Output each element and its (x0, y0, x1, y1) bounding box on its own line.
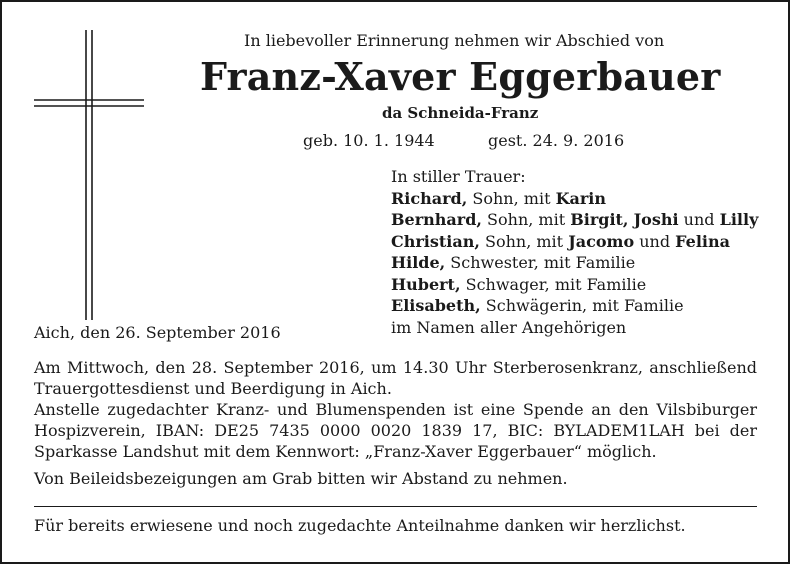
nickname: da Schneida-Franz (382, 104, 539, 122)
death-date: gest. 24. 9. 2016 (488, 131, 625, 150)
mourners-list (391, 166, 758, 338)
divider (34, 506, 757, 507)
notice-body (34, 357, 757, 489)
condolence-paragraph: Von Beileidsbezeigungen am Grab bitten wir Abstand zu nehmen. (34, 469, 568, 488)
deceased-name: Franz-Xaver Eggerbauer (200, 54, 721, 99)
donation-paragraph: Anstelle zugedachter Kranz- und Blumenspenden ist eine Spende an den Vilsbiburger Hospizverein, IBAN: DE25 7435 0000 0020 1839 17, BIC: BYLADEM1LAH bei der Sparkasse Landshut mit dem Kennwort: „Franz-Xaver Eggerbauer“ möglich. (34, 400, 757, 461)
mourner-row: Richard, Sohn, mit Karin (391, 188, 606, 208)
place-date: Aich, den 26. September 2016 (34, 323, 281, 342)
mourners-closing: im Namen aller Angehörigen (391, 317, 627, 337)
mourners-intro: In stiller Trauer: (391, 167, 526, 186)
thanks-line: Für bereits erwiesene und noch zugedachte Anteilnahme danken wir herzlichst. (34, 516, 686, 535)
birth-date: geb. 10. 1. 1944 (303, 131, 435, 150)
mourner-row: Hubert, Schwager, mit Familie (391, 274, 647, 294)
service-paragraph: Am Mittwoch, den 28. September 2016, um 14.30 Uhr Sterberosenkranz, anschließend Trauergottesdienst und Beerdigung in Aich. (34, 358, 757, 398)
mourner-row: Elisabeth, Schwägerin, mit Familie (391, 296, 684, 315)
mourner-row: Hilde, Schwester, mit Familie (391, 253, 636, 272)
intro-line: In liebevoller Erinnerung nehmen wir Abschied von (244, 31, 665, 50)
cross-icon (34, 30, 144, 320)
mourner-row: Bernhard, Sohn, mit Birgit, Joshi und Lilly (391, 210, 759, 229)
mourner-row: Christian, Sohn, mit Jacomo und Felina (391, 231, 730, 251)
